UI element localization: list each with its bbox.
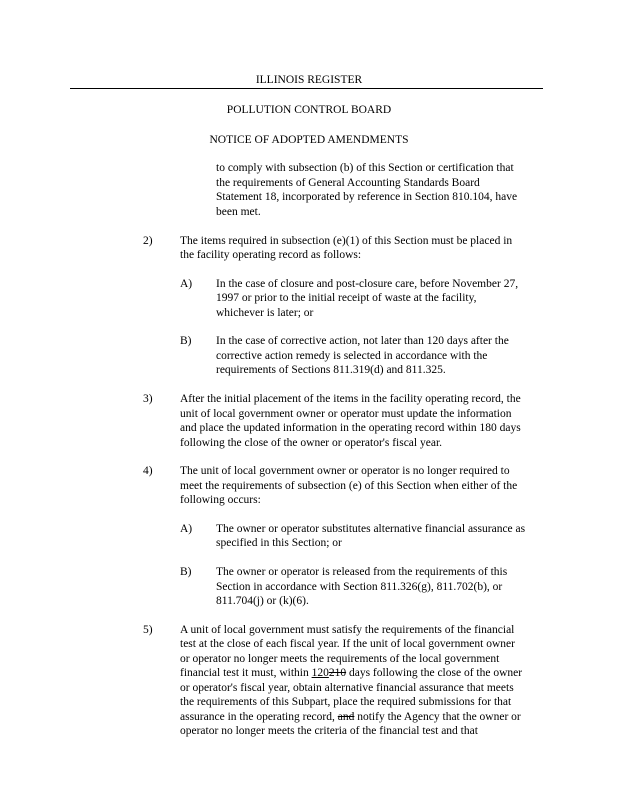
intro-line: been met.: [216, 206, 261, 218]
item-line: or operator's fiscal year, obtain alternative financial assurance that meets: [180, 682, 514, 694]
subitem-line: The owner or operator is released from the requirements of this: [216, 566, 508, 578]
subitem-line: specified in this Section; or: [216, 537, 342, 549]
item-line: The items required in subsection (e)(1) of this Section must be placed in: [180, 235, 513, 247]
subitem-line: whichever is later; or: [216, 307, 314, 319]
subitem-label: B): [180, 335, 192, 347]
item-line: or operator no longer meets the requirements of the local government: [180, 653, 500, 665]
board-title: POLLUTION CONTROL BOARD: [226, 104, 392, 116]
subitem-line: In the case of corrective action, not later than 120 days after the: [216, 335, 509, 347]
item-line: test at the close of each fiscal year. If the unit of local government owner: [180, 638, 515, 650]
notice-title: NOTICE OF ADOPTED AMENDMENTS: [209, 134, 409, 146]
deleted-text: 210: [328, 667, 347, 679]
item-line: A unit of local government must satisfy the requirements of the financial: [180, 624, 515, 636]
item-line: the facility operating record as follows:: [180, 249, 362, 261]
register-title: ILLINOIS REGISTER: [255, 74, 363, 86]
intro-line: the requirements of General Accounting Standards Board: [216, 177, 480, 189]
subitem-line: 811.704(j) or (k)(6).: [216, 595, 309, 607]
item-line: following occurs:: [180, 494, 261, 506]
item-line: unit of local government owner or operator must update the information: [180, 408, 512, 420]
item-number: 3): [143, 393, 153, 405]
subitem-label: B): [180, 566, 192, 578]
subitem-line: The owner or operator substitutes alternative financial assurance as: [216, 523, 526, 535]
deleted-text: and: [337, 711, 355, 723]
inserted-text: 120: [311, 667, 329, 679]
item-line: the requirements of this Subpart, place the required submissions for that: [180, 696, 512, 708]
item-number: 4): [143, 465, 153, 477]
item-line: After the initial placement of the items in the facility operating record, the: [180, 393, 521, 405]
subitem-line: Section in accordance with Section 811.326(g), 811.702(b), or: [216, 581, 503, 593]
text-span: notify the Agency that the owner or: [354, 711, 521, 723]
item-line-amended: [180, 666, 522, 681]
intro-line: to comply with subsection (b) of this Section or certification that: [216, 162, 514, 174]
item-line: meet the requirements of subsection (e) of this Section when either of the: [180, 480, 518, 492]
subitem-line: 1997 or prior to the initial receipt of waste at the facility,: [216, 292, 477, 304]
text-span: financial test it must, within: [180, 667, 312, 679]
item-number: 2): [143, 235, 153, 247]
item-line: The unit of local government owner or operator is no longer required to: [180, 465, 510, 477]
subitem-label: A): [180, 523, 193, 535]
subitem-line: corrective action remedy is selected in accordance with the: [216, 350, 488, 362]
subitem-line: requirements of Sections 811.319(d) and 811.325.: [216, 364, 446, 376]
item-line: operator no longer meets the criteria of the financial test and that: [180, 725, 478, 737]
subitem-line: In the case of closure and post-closure care, before November 27,: [216, 278, 519, 290]
item-line: following the close of the owner or operator's fiscal year.: [180, 437, 443, 449]
header-rule: [70, 88, 543, 89]
subitem-label: A): [180, 278, 193, 290]
item-number: 5): [143, 624, 153, 636]
intro-line: Statement 18, incorporated by reference in Section 810.104, have: [216, 191, 518, 203]
text-span: days following the close of the owner: [346, 667, 523, 679]
text-span: assurance in the operating record,: [180, 711, 338, 723]
item-line: and place the updated information in the operating record within 180 days: [180, 422, 521, 434]
item-line-amended: [180, 710, 521, 725]
